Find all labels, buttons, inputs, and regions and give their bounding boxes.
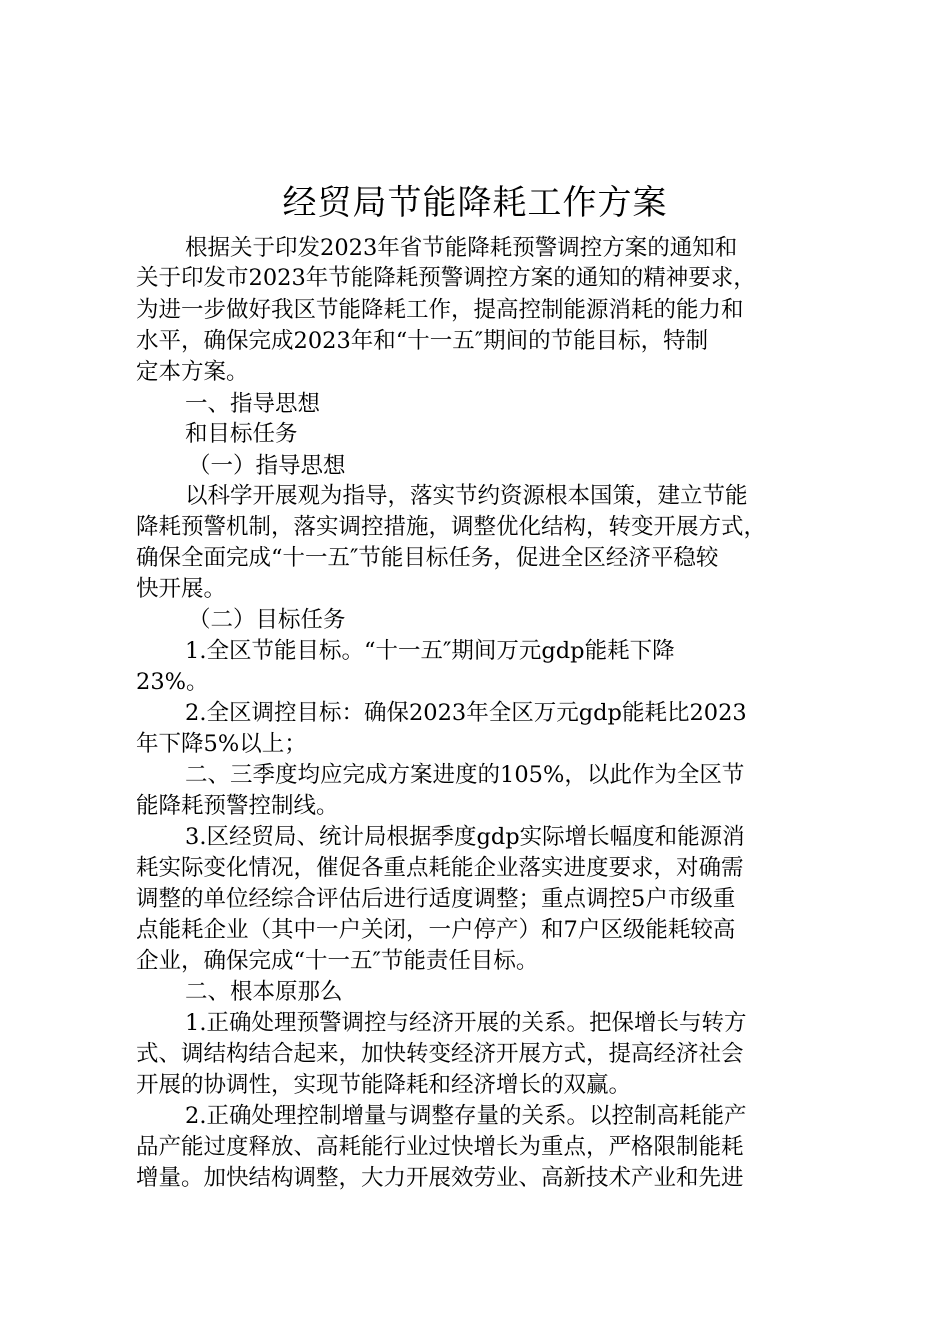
- paragraph-line: 式、调结构结合起来，加快转变经济开展方式，提高经济社会: [136, 1041, 744, 1067]
- list-item: 1.正确处理预警调控与经济开展的关系。把保增长与转方: [185, 1010, 747, 1036]
- section-heading: 二、根本原那么: [185, 979, 343, 1005]
- paragraph-line: 确保全面完成“十一五″节能目标任务，促进全区经济平稳较: [136, 545, 719, 571]
- paragraph-line: 能降耗预警控制线。: [136, 793, 339, 819]
- paragraph-line: 为进一步做好我区节能降耗工作，提高控制能源消耗的能力和: [136, 297, 744, 323]
- paragraph-line: 以科学开展观为指导，落实节约资源根本国策，建立节能: [185, 483, 748, 509]
- paragraph-line: 品产能过度释放、高耗能行业过快增长为重点，严格限制能耗: [136, 1134, 744, 1160]
- paragraph-line: 增量。加快结构调整，大力开展效劳业、高新技术产业和先进: [136, 1165, 744, 1191]
- paragraph-line: 开展的协调性，实现节能降耗和经济增长的双赢。: [136, 1072, 632, 1098]
- list-item: 3.区经贸局、统计局根据季度gdp实际增长幅度和能源消: [185, 824, 745, 850]
- paragraph-line: 快开展。: [136, 576, 227, 602]
- paragraph-line: 年下降5%以上；: [136, 731, 307, 757]
- list-item: 2.正确处理控制增量与调整存量的关系。以控制高耗能产: [185, 1103, 747, 1129]
- paragraph-line: 根据关于印发2023年省节能降耗预警调控方案的通知和: [185, 235, 738, 261]
- paragraph-line: 水平，确保完成2023年和“十一五″期间的节能目标，特制: [136, 328, 709, 354]
- document-title: 经贸局节能降耗工作方案: [282, 183, 668, 223]
- subsection-heading: （一）指导思想: [188, 453, 346, 479]
- section-heading: 一、指导思想: [185, 391, 321, 417]
- subsection-heading: （二）目标任务: [188, 607, 346, 633]
- paragraph-line: 定本方案。: [136, 359, 249, 385]
- paragraph-line: 耗实际变化情况，催促各重点耗能企业落实进度要求，对确需: [136, 855, 744, 881]
- paragraph-line: 企业，确保完成“十一五″节能责任目标。: [136, 948, 539, 974]
- list-item: 1.全区节能目标。“十一五″期间万元gdp能耗下降: [185, 638, 675, 664]
- paragraph-line: 点能耗企业（其中一户关闭，一户停产）和7户区级能耗较高: [136, 917, 736, 943]
- paragraph-line: 调整的单位经综合评估后进行适度调整；重点调控5户市级重: [136, 886, 736, 912]
- paragraph-line: 23%。: [136, 669, 209, 695]
- section-heading: 和目标任务: [185, 421, 298, 447]
- paragraph-line: 二、三季度均应完成方案进度的105%，以此作为全区节: [185, 762, 745, 788]
- paragraph-line: 关于印发市2023年节能降耗预警调控方案的通知的精神要求，: [136, 265, 756, 291]
- list-item: 2.全区调控目标：确保2023年全区万元gdp能耗比2023: [185, 700, 747, 726]
- paragraph-line: 降耗预警机制，落实调控措施，调整优化结构，转变开展方式，: [136, 514, 767, 540]
